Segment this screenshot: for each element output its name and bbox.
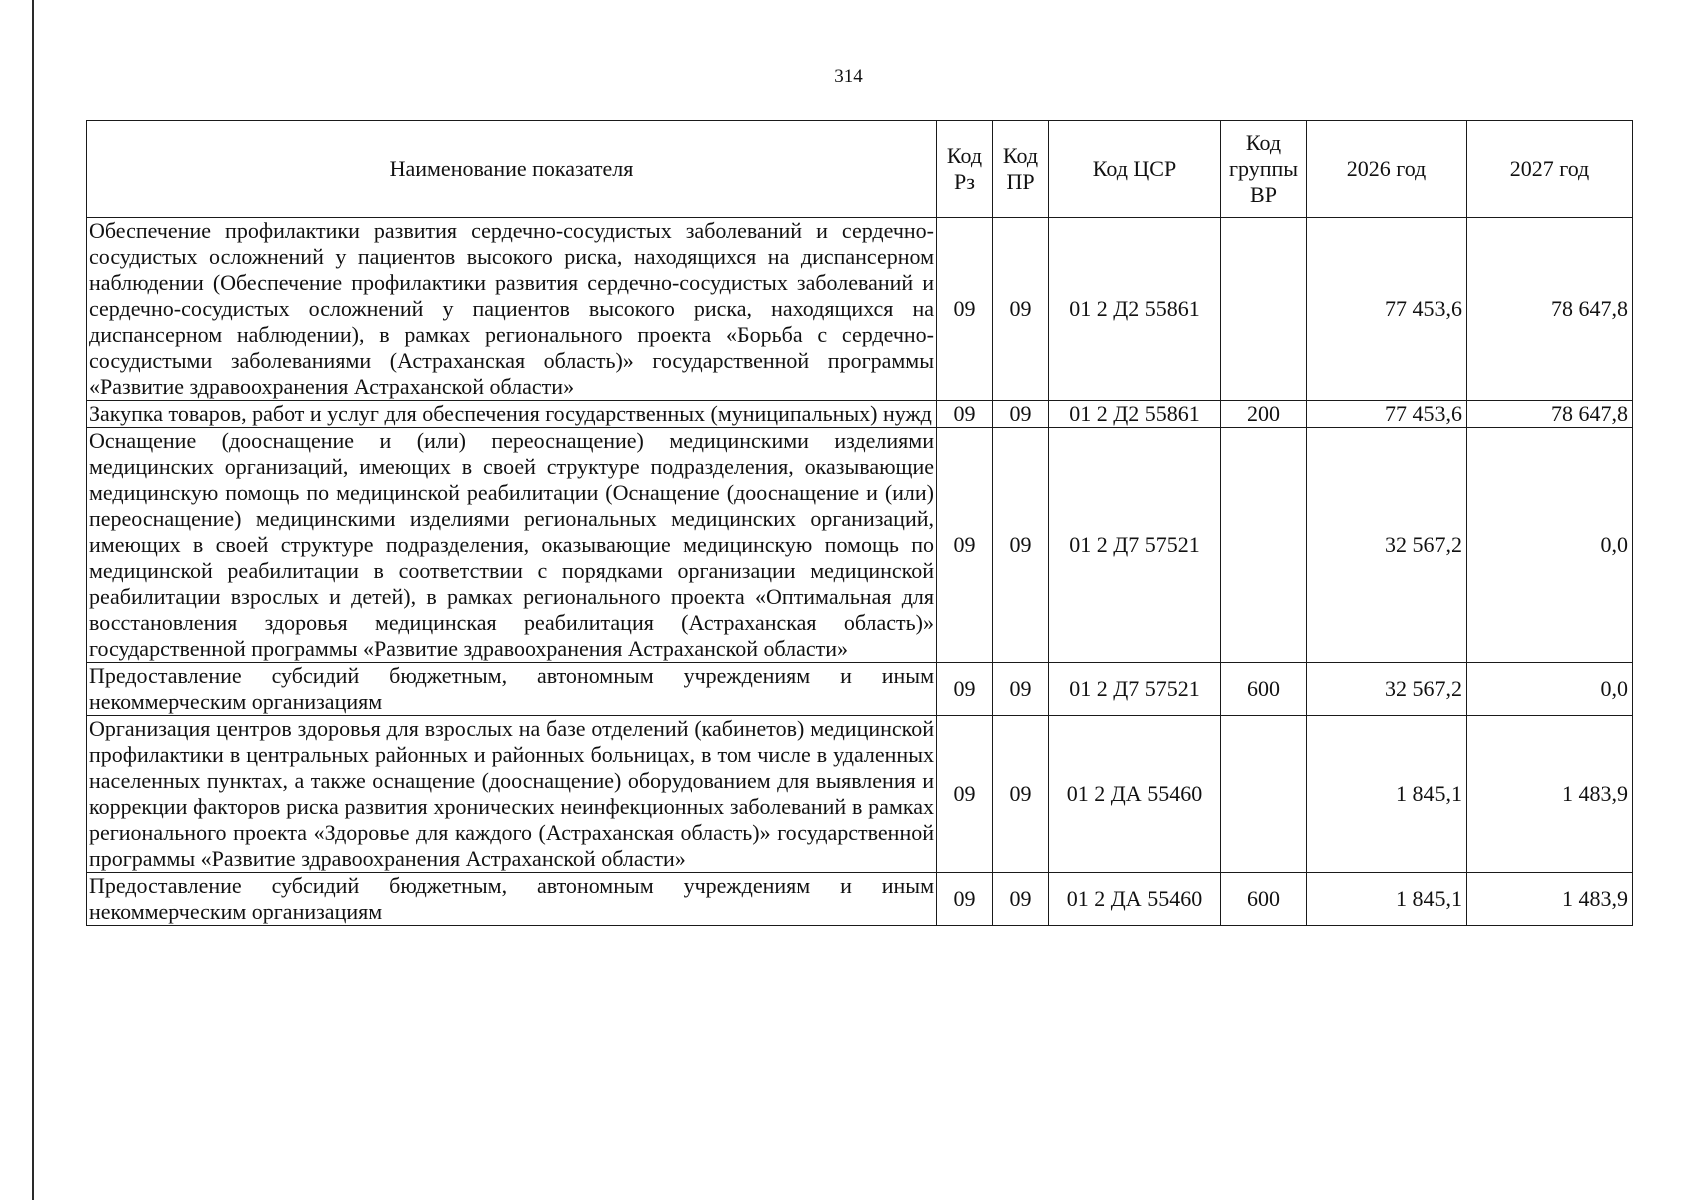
row-rz: 09 bbox=[937, 428, 993, 663]
table-header-row bbox=[87, 121, 1633, 218]
row-pr: 09 bbox=[993, 873, 1049, 926]
row-csr: 01 2 Д2 55861 bbox=[1049, 218, 1221, 401]
row-rz: 09 bbox=[937, 401, 993, 428]
row-2026: 1 845,1 bbox=[1307, 716, 1467, 873]
row-name: Обеспечение профилактики развития сердечно-сосудистых заболеваний и сердечно-сосудистых осложнений у пациентов высокого риска, находящихся на диспансерном наблюдении (Обеспечение профилактики развития сердечно-сосудистых заболеваний и сердечно-сосудистых осложнений у пациентов высокого риска, находящихся на диспансерном наблюдении), в рамках регионального проекта «Борьба с сердечно-сосудистыми заболеваниями (Астраханская область)» государственной программы «Развитие здравоохранения Астраханской области» bbox=[87, 218, 937, 401]
row-pr: 09 bbox=[993, 716, 1049, 873]
row-vr bbox=[1221, 428, 1307, 663]
row-2027: 0,0 bbox=[1467, 663, 1633, 716]
row-pr: 09 bbox=[993, 663, 1049, 716]
table-row bbox=[87, 716, 1633, 873]
row-2026: 32 567,2 bbox=[1307, 663, 1467, 716]
row-name: Предоставление субсидий бюджетным, автономным учреждениям и иным некоммерческим организациям bbox=[87, 663, 937, 716]
row-2027: 1 483,9 bbox=[1467, 716, 1633, 873]
row-vr bbox=[1221, 716, 1307, 873]
row-2026: 77 453,6 bbox=[1307, 401, 1467, 428]
header-2027: 2027 год bbox=[1467, 121, 1633, 218]
row-pr: 09 bbox=[993, 401, 1049, 428]
row-2027: 1 483,9 bbox=[1467, 873, 1633, 926]
row-csr: 01 2 Д7 57521 bbox=[1049, 428, 1221, 663]
row-2027: 78 647,8 bbox=[1467, 218, 1633, 401]
scan-edge-line bbox=[32, 0, 34, 1200]
row-rz: 09 bbox=[937, 218, 993, 401]
table-row bbox=[87, 401, 1633, 428]
header-pr: Код ПР bbox=[993, 121, 1049, 218]
row-csr: 01 2 Д2 55861 bbox=[1049, 401, 1221, 428]
row-vr: 600 bbox=[1221, 663, 1307, 716]
row-name: Закупка товаров, работ и услуг для обеспечения государственных (муниципальных) нужд bbox=[87, 401, 937, 428]
header-2026: 2026 год bbox=[1307, 121, 1467, 218]
row-name: Предоставление субсидий бюджетным, автономным учреждениям и иным некоммерческим организациям bbox=[87, 873, 937, 926]
row-pr: 09 bbox=[993, 218, 1049, 401]
row-2026: 32 567,2 bbox=[1307, 428, 1467, 663]
row-name: Организация центров здоровья для взрослых на базе отделений (кабинетов) медицинской профилактики в центральных районных и районных больницах, в том числе в удаленных населенных пунктах, а также оснащение (дооснащение) оборудованием для выявления и коррекции факторов риска развития хронических неинфекционных заболеваний в рамках регионального проекта «Здоровье для каждого (Астраханская область)» государственной программы «Развитие здравоохранения Астраханской области» bbox=[87, 716, 937, 873]
row-csr: 01 2 ДА 55460 bbox=[1049, 873, 1221, 926]
table-row bbox=[87, 218, 1633, 401]
row-name: Оснащение (дооснащение и (или) переоснащение) медицинскими изделиями медицинских организаций, имеющих в своей структуре подразделения, оказывающие медицинскую помощь по медицинской реабилитации (Оснащение (дооснащение и (или) переоснащение) медицинскими изделиями региональных медицинских организаций, имеющих в своей структуре подразделения, оказывающие медицинскую помощь по медицинской реабилитации в соответствии с порядками организации медицинской реабилитации взрослых и детей), в рамках регионального проекта «Оптимальная для восстановления здоровья медицинская реабилитация (Астраханская область)» государственной программы «Развитие здравоохранения Астраханской области» bbox=[87, 428, 937, 663]
table-row bbox=[87, 428, 1633, 663]
row-2026: 77 453,6 bbox=[1307, 218, 1467, 401]
row-pr: 09 bbox=[993, 428, 1049, 663]
row-2027: 78 647,8 bbox=[1467, 401, 1633, 428]
budget-table bbox=[86, 120, 1633, 926]
table-row bbox=[87, 663, 1633, 716]
row-csr: 01 2 ДА 55460 bbox=[1049, 716, 1221, 873]
row-2027: 0,0 bbox=[1467, 428, 1633, 663]
header-csr: Код ЦСР bbox=[1049, 121, 1221, 218]
row-csr: 01 2 Д7 57521 bbox=[1049, 663, 1221, 716]
row-vr: 200 bbox=[1221, 401, 1307, 428]
row-vr bbox=[1221, 218, 1307, 401]
row-rz: 09 bbox=[937, 716, 993, 873]
page-number: 314 bbox=[834, 66, 863, 87]
header-vr: Код группы ВР bbox=[1221, 121, 1307, 218]
row-2026: 1 845,1 bbox=[1307, 873, 1467, 926]
row-vr: 600 bbox=[1221, 873, 1307, 926]
header-name: Наименование показателя bbox=[87, 121, 937, 218]
table-row bbox=[87, 873, 1633, 926]
row-rz: 09 bbox=[937, 663, 993, 716]
row-rz: 09 bbox=[937, 873, 993, 926]
header-rz: Код Рз bbox=[937, 121, 993, 218]
